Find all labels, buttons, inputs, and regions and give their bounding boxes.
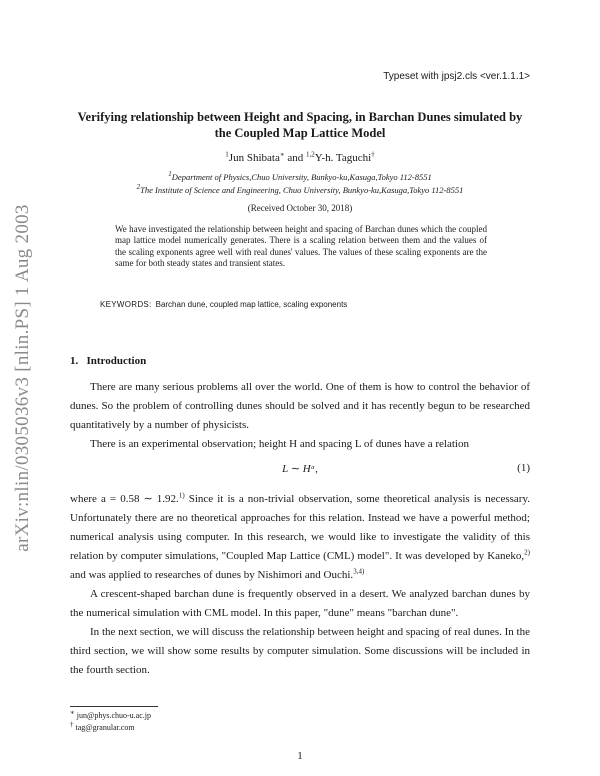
author2-mark: † [371,150,375,159]
affiliation-1-sup: 1 [168,170,172,179]
page-number: 1 [297,750,303,762]
author-and: and [284,152,306,164]
author2: Y-h. Taguchi [314,152,372,164]
author2-affil-sup: 1,2 [305,150,315,159]
paragraph-4: A crescent-shaped barchan dune is frequently observed in a desert. We analyzed barchan dunes by the numerical simulation with CML model. In this paper, "dune" means "barchan dune". [70,588,530,619]
received-date: (Received October 30, 2018) [247,203,353,213]
affiliation-2-sup: 2 [136,183,141,192]
abstract: We have investigated the relationship between height and spacing of Barchan dunes which the coupled map lattice model numerically generates. There is a scaling relation between them and the values of the scaling exponents agree well with real dunes' values. The values of these scaling exponents are the same for both steady states and transient states. [115,224,487,268]
affiliation-2 [70,185,530,195]
affiliation-1 [70,172,530,182]
equation-body: L ∼ Hᵅ, [282,463,318,475]
ref-1: 1) [178,491,185,500]
ref-3: 3,4) [353,567,365,576]
ref-2: 2) [524,548,530,557]
paragraph-3-part-a: where a = 0.58 ∼ 1.92. [70,493,179,505]
footnote-1 [70,708,152,720]
footnote-1-mark: ∗ [70,708,75,717]
affiliation-2-text: The Institute of Science and Engineering, Chuo University, Bunkyo-ku,Kasuga,Tokyo 112-8551 [140,185,464,195]
affiliation-1-text: Department of Physics,Chuo University, Bunkyo-ku,Kasuga,Tokyo 112-8551 [171,172,432,182]
equation-1 [70,462,530,475]
footnote-rule [70,706,158,707]
author1: Jun Shibata [228,152,280,164]
footnote-2 [70,720,135,732]
paper-title: Verifying relationship between Height and Spacing, in Barchan Dunes simulated by the Coupled Map Lattice Model [77,110,523,140]
paragraph-3-part-c: and was applied to researches of dunes by Nishimori and Ouchi. [70,569,354,581]
typeset-note: Typeset with jpsj2.cls <ver.1.1.1> [383,71,530,82]
keywords-label: KEYWORDS: [100,300,152,309]
paragraph-3-part-b: Since it is a non-trivial observation, some theoretical analysis is necessary. Unfortunately there are no theoretical approaches for this relation. Instead we have a powerful method; numerical analysis using computer. In this research, we would like to investigate the validity of this relation by computer simulations, "Coupled Map Lattice (CML) model". It was developed by Kaneko, [70,493,530,562]
keywords-list: Barchan dune, coupled map lattice, scaling exponents [155,300,348,309]
footnote-2-mark: † [70,720,74,729]
arxiv-sidebar-stamp [8,188,38,568]
author-line [70,152,530,164]
paragraph-5: In the next section, we will discuss the relationship between height and spacing of real dunes. In the third section, we will show some results by computer simulation. Some discussions will be included in the fourth section. [70,626,530,676]
paragraph-1: There are many serious problems all over the world. One of them is how to control the behavior of dunes. So the problem of controlling dunes should be solved and it has recently begun to be researched quantitatively by a number of physicists. [70,381,530,431]
paragraph-3 [70,490,530,585]
footnote-1-email: jun@phys.chuo-u.ac.jp [76,711,152,720]
equation-number: (1) [517,462,530,474]
section-heading-introduction: 1. Introduction [70,355,147,367]
arxiv-id: arXiv:nlin/0305036v3 [nlin.PS] 1 Aug 2003 [12,204,33,552]
footnote-2-email: tag@granular.com [75,723,135,732]
author1-affil-sup: 1 [225,150,229,159]
author1-mark: ∗ [279,150,285,159]
keywords [100,300,347,309]
paragraph-2: There is an experimental observation; height H and spacing L of dunes have a relation [90,438,469,450]
